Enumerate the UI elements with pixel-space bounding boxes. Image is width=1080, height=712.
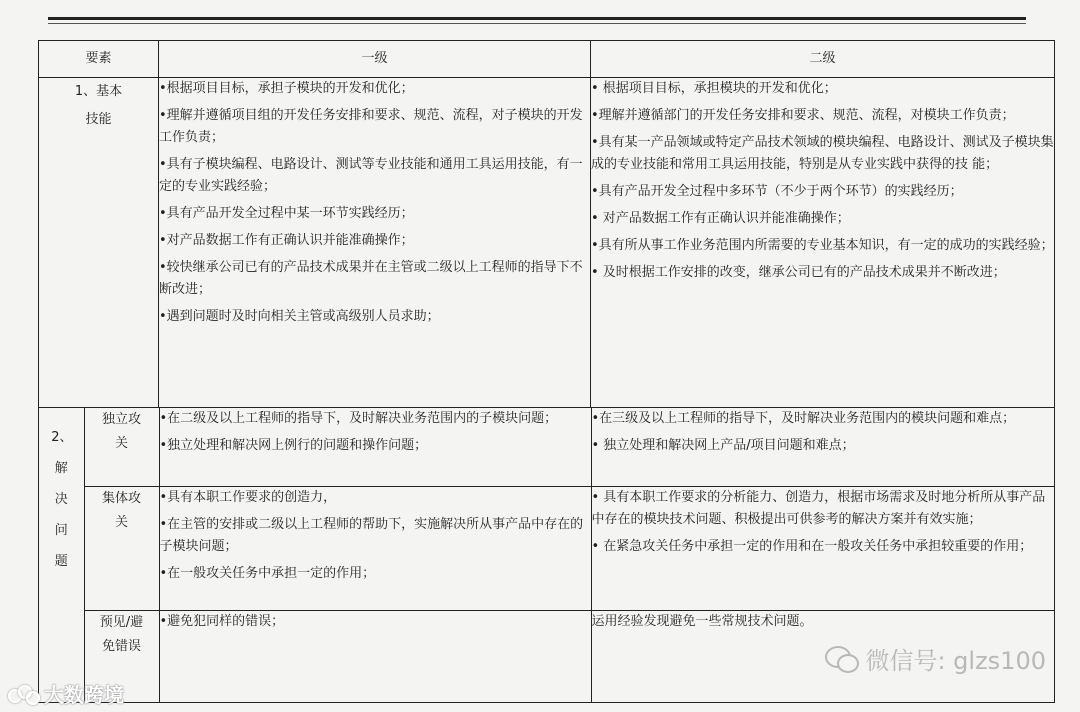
row-basic-skills [39, 78, 1055, 408]
list-item: • 根据项目目标，承担模块的开发和优化； [591, 81, 837, 96]
sub-label-line2: 免错误 [101, 638, 141, 654]
list-item: • 及时根据工作安排的改变，继承公司已有的产品技术成果并不断改进； [591, 265, 1006, 280]
category-solve-char: 决 [54, 492, 68, 507]
list-item: •具有产品开发全过程中多环节（不少于两个环节）的实践经历； [591, 184, 963, 199]
list-item: •在一般攻关任务中承担一定的作用； [159, 565, 376, 581]
category-solve-problems [39, 408, 84, 702]
list-item: •在主管的安排或二级以上工程师的帮助下，实施解决所从事产品中存在的子模块问题； [159, 516, 584, 554]
basic-level2-cell [591, 78, 1055, 408]
list-item: • 在紧急攻关任务中承担一定的作用和在一般攻关任务中承担较重要的作用； [591, 538, 1033, 554]
category-basic-line2: 技能 [85, 112, 112, 127]
independent-level2-cell [591, 408, 1055, 486]
sub-label-line1: 集体攻 [101, 490, 141, 506]
list-item: • 对产品数据工作有正确认识并能准确操作； [591, 211, 850, 226]
category-basic-line1: 1、基本 [74, 84, 123, 99]
prevent-level1-cell [159, 610, 591, 702]
list-item: •较快继承公司已有的产品技术成果并在主管或二级以上工程师的指导下不断改进； [159, 260, 583, 297]
collective-level1-cell [159, 486, 591, 610]
category-solve-char: 问 [54, 523, 68, 538]
list-item: •具有本职工作要求的创造力， [159, 489, 337, 505]
list-item: •在二级及以上工程师的指导下，及时解决业务范围内的子模块问题； [159, 411, 558, 426]
category-basic-skills [39, 78, 159, 408]
collective-level2-cell [591, 486, 1055, 610]
list-item: 运用经验发现避免一些常规技术问题。 [591, 613, 813, 629]
header-row [39, 41, 1055, 78]
list-item: •具有所从事工作业务范围内所需要的专业基本知识，有一定的成功的实践经验； [591, 238, 1054, 253]
sub-label-line2: 关 [114, 436, 128, 451]
sub-independent-label [84, 408, 159, 486]
independent-level1-cell [159, 408, 591, 486]
list-item: •具有某一产品领域或特定产品技术领域的模块编程、电路设计、测试及子模块集成的专业技能和常用工具运用技能，特别是从专业实践中获得的技 能； [591, 135, 1054, 172]
sub-label-line1: 预见/避 [99, 614, 144, 630]
skills-table [38, 40, 1055, 703]
list-item: •遇到问题时及时向相关主管或高级别人员求助； [159, 309, 440, 324]
list-item: •理解并遵循项目组的开发任务安排和要求、规范、流程，对子模块的开发工作负责； [159, 108, 583, 145]
logo-icon [8, 683, 38, 705]
sub-collective-label [84, 486, 159, 610]
top-rule-thin [48, 23, 1026, 24]
wechat-watermark-text: 微信号: glzs100 [865, 647, 1046, 675]
brand-watermark-text: 大数跨境 [44, 683, 124, 707]
header-level2: 二级 [591, 41, 1055, 78]
list-item: • 独立处理和解决网上产品/项目问题和难点； [591, 438, 855, 453]
category-solve-char: 解 [54, 461, 68, 476]
list-item: •根据项目目标，承担子模块的开发和优化； [159, 81, 414, 96]
list-item: •理解并遵循部门的开发任务安排和要求、规范、流程，对模块工作负责； [591, 108, 1015, 123]
header-element: 要素 [39, 41, 159, 78]
list-item: •在三级及以上工程师的指导下，及时解决业务范围内的模块问题和难点； [591, 411, 1016, 426]
category-solve-char: 2、 [51, 430, 73, 445]
sub-label-line2: 关 [114, 514, 128, 530]
row-independent [39, 408, 1055, 486]
header-level1: 一级 [159, 41, 591, 78]
sub-label-line1: 独立攻 [101, 412, 141, 427]
basic-level1-cell [159, 78, 591, 408]
list-item: •避免犯同样的错误； [159, 613, 285, 629]
top-rule [48, 17, 1026, 20]
list-item: •具有产品开发全过程中某一环节实践经历； [159, 206, 414, 221]
list-item: •具有子模块编程、电路设计、测试等专业技能和通用工具运用技能，有一定的专业实践经验； [159, 157, 583, 194]
row-collective [39, 486, 1055, 610]
list-item: •独立处理和解决网上例行的问题和操作问题； [159, 438, 428, 453]
category-solve-char: 题 [54, 554, 68, 569]
list-item: • 具有本职工作要求的分析能力、创造力，根据市场需求及时地分析所从事产品中存在的模块技术问题、积极提出可供参考的解决方案并有效实施； [591, 489, 1046, 527]
wechat-icon [825, 646, 859, 672]
brand-watermark [8, 679, 124, 708]
list-item: •对产品数据工作有正确认识并能准确操作； [159, 233, 414, 248]
wechat-watermark [825, 641, 1046, 676]
